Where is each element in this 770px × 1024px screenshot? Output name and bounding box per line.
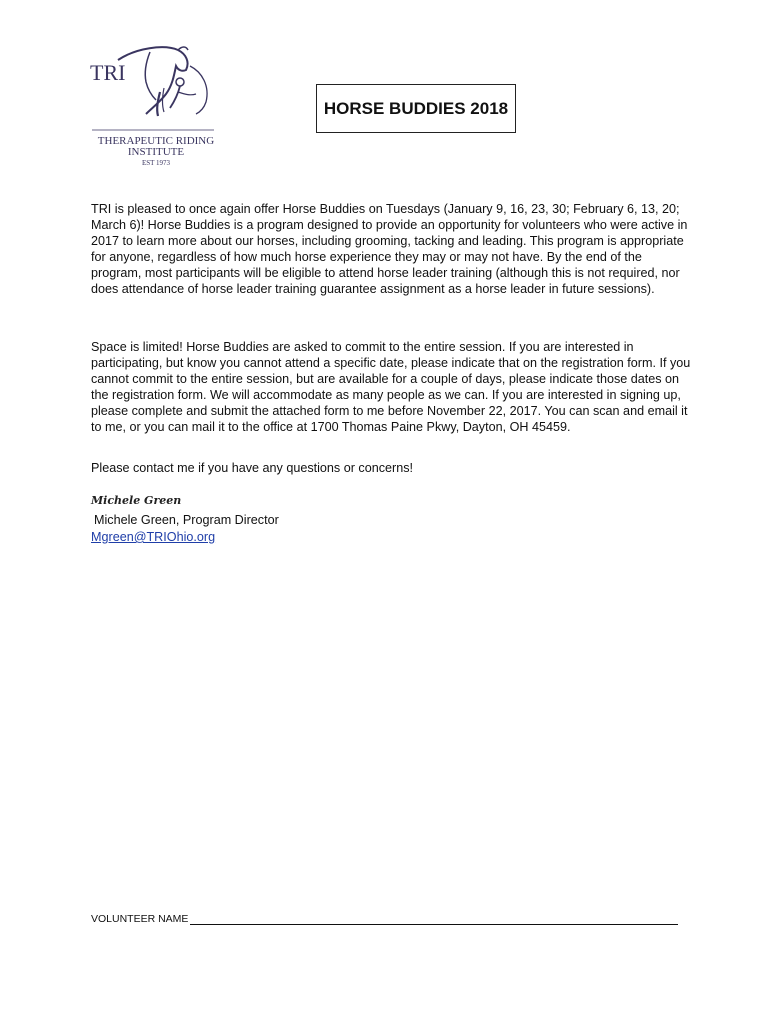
volunteer-name-label: VOLUNTEER NAME bbox=[91, 913, 189, 925]
handwritten-signature: Michele Green bbox=[91, 494, 182, 507]
logo-est: EST 1973 bbox=[141, 159, 171, 167]
volunteer-name-blank[interactable] bbox=[190, 913, 678, 925]
horse-rider-logo-icon bbox=[86, 42, 232, 170]
paragraph-space-limited: Space is limited! Horse Buddies are asked to commit to the entire session. If you are interested in participating, but know you cannot attend a specific date, please indicate that on the registration form. If you cannot commit to the entire session, but are available for a couple of days, please indicate those dates on the registration form. We will accommodate as many people as we can. If you are interested in signing up, please complete and submit the attached form to me before November 22, 2017. You can scan and email it to me, or you can mail it to the office at 1700 Thomas Paine Pkwy, Dayton, OH 45459. bbox=[91, 340, 691, 434]
logo-abbr: TRI bbox=[90, 60, 126, 85]
tri-logo bbox=[86, 42, 232, 170]
signer-name-title: Michele Green, Program Director bbox=[94, 513, 279, 527]
document-title: HORSE BUDDIES 2018 bbox=[316, 84, 516, 133]
email-link[interactable]: Mgreen@TRIOhio.org bbox=[91, 530, 216, 544]
logo-name-line2: INSTITUTE bbox=[127, 146, 185, 158]
paragraph-contact: Please contact me if you have any questions or concerns! bbox=[91, 461, 414, 475]
volunteer-name-field bbox=[91, 913, 678, 925]
logo-name-line1: THERAPEUTIC RIDING bbox=[97, 135, 215, 147]
paragraph-intro: TRI is pleased to once again offer Horse Buddies on Tuesdays (January 9, 16, 23, 30; February 6, 13, 20; March 6)! Horse Buddies is a program designed to provide an opportunity for volunteers who were active in 2017 to learn more about our horses, including grooming, tacking and leading. This program is appropriate for anyone, regardless of how much horse experience they may or may not have. By the end of the program, most participants will be eligible to attend horse leader training (although this is not required, nor does attendance of horse leader training guarantee assignment as a horse leader in future sessions). bbox=[91, 202, 688, 296]
